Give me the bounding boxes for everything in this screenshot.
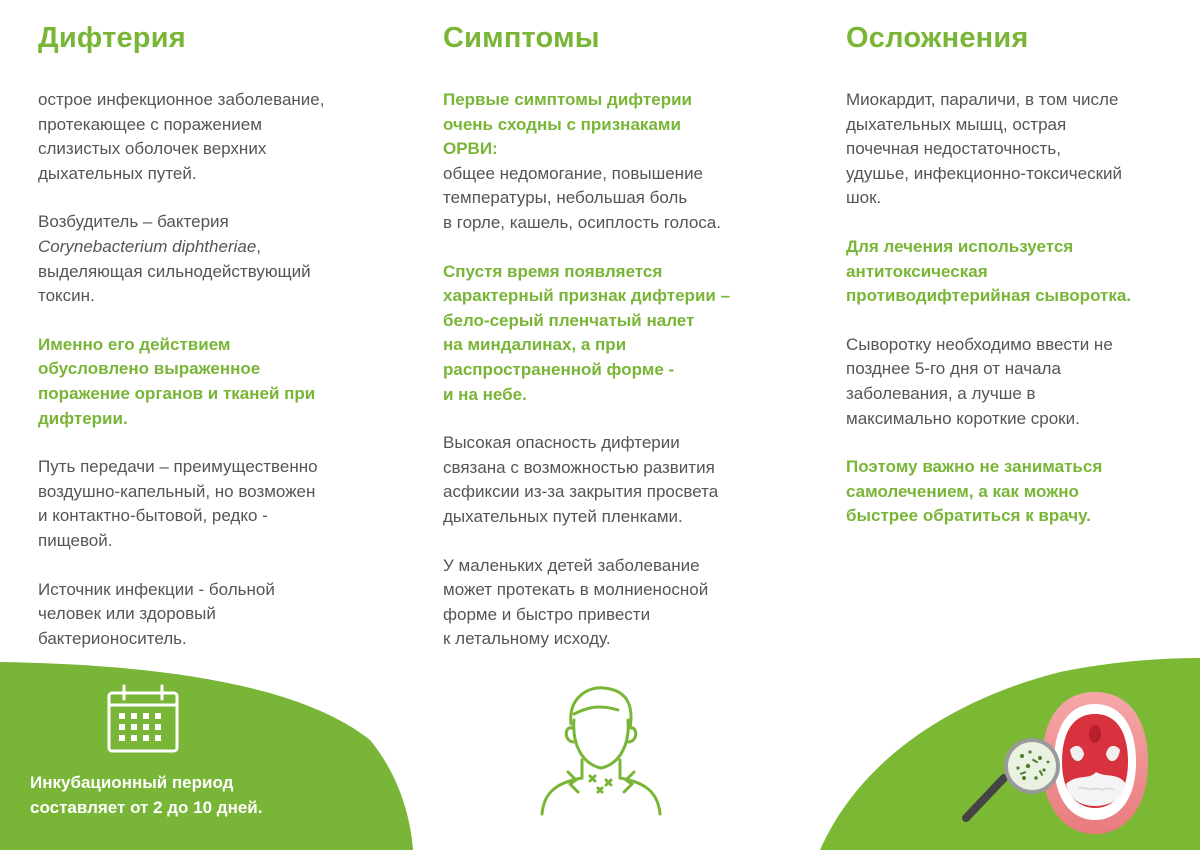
title-diphtheria: Дифтерия	[38, 22, 186, 54]
paragraph-treatment: Для лечения используется антитоксическая противодифтерийная сыворотка.	[846, 236, 1132, 306]
paragraph-source: Источник инфекции - больной человек или здоровый бактерионоситель.	[38, 579, 275, 648]
paragraph-first-symptoms: Первые симптомы дифтерии очень сходны с признаками ОРВИ: общее недомогание, повышение температуры, небольшая боль в горле, кашель, осиплость голоса.	[443, 90, 721, 232]
diphtheria-body	[38, 88, 398, 675]
magnifier-icon	[960, 736, 1064, 824]
paragraph-danger: Высокая опасность дифтерии связана с возможностью развития асфиксии из-за закрытия просвета дыхательных путей пленками.	[443, 433, 719, 526]
paragraph-transmission: Путь передачи – преимущественно воздушно-капельный, но возможен и контактно-бытовой, редко - пищевой.	[38, 457, 318, 550]
calendar-icon	[106, 684, 180, 754]
title-complications: Осложнения	[846, 22, 1029, 54]
person-sore-throat-icon	[538, 684, 664, 816]
paragraph-serum-timing: Сыворотку необходимо ввести не позднее 5-го дня от начала заболевания, а лучше в максимально короткие сроки.	[846, 334, 1113, 428]
complications-body	[846, 88, 1186, 553]
paragraph-children: У маленьких детей заболевание может протекать в молниеносной форме и быстро привести к летальному исходу.	[443, 555, 709, 649]
paragraph-pathogen: Возбудитель – бактерия Corynebacterium diphtheriae, выделяющая сильнодействующий токсин.	[38, 212, 311, 306]
symptoms-body	[443, 88, 803, 676]
paragraph-characteristic-sign: Спустя время появляется характерный признак дифтерии – бело-серый пленчатый налет на миндалинах, а при распространенной форме - и на небе.	[443, 261, 731, 404]
paragraph-see-doctor: Поэтому важно не заниматься самолечением, а как можно быстрее обратиться к врачу.	[846, 457, 1103, 526]
title-symptoms: Симптомы	[443, 22, 600, 54]
paragraph-definition: острое инфекционное заболевание, протекающее с поражением слизистых оболочек верхних дыхательных путей.	[38, 90, 325, 183]
paragraph-complications-list: Миокардит, параличи, в том числе дыхательных мышц, острая почечная недостаточность, удушье, инфекционно-токсический шок.	[846, 90, 1123, 208]
paragraph-toxin-effect: Именно его действием обусловлено выраженное поражение органов и тканей при дифтерии.	[38, 334, 316, 428]
incubation-period-text: Инкубационный период составляет от 2 до 10 дней.	[30, 773, 263, 817]
